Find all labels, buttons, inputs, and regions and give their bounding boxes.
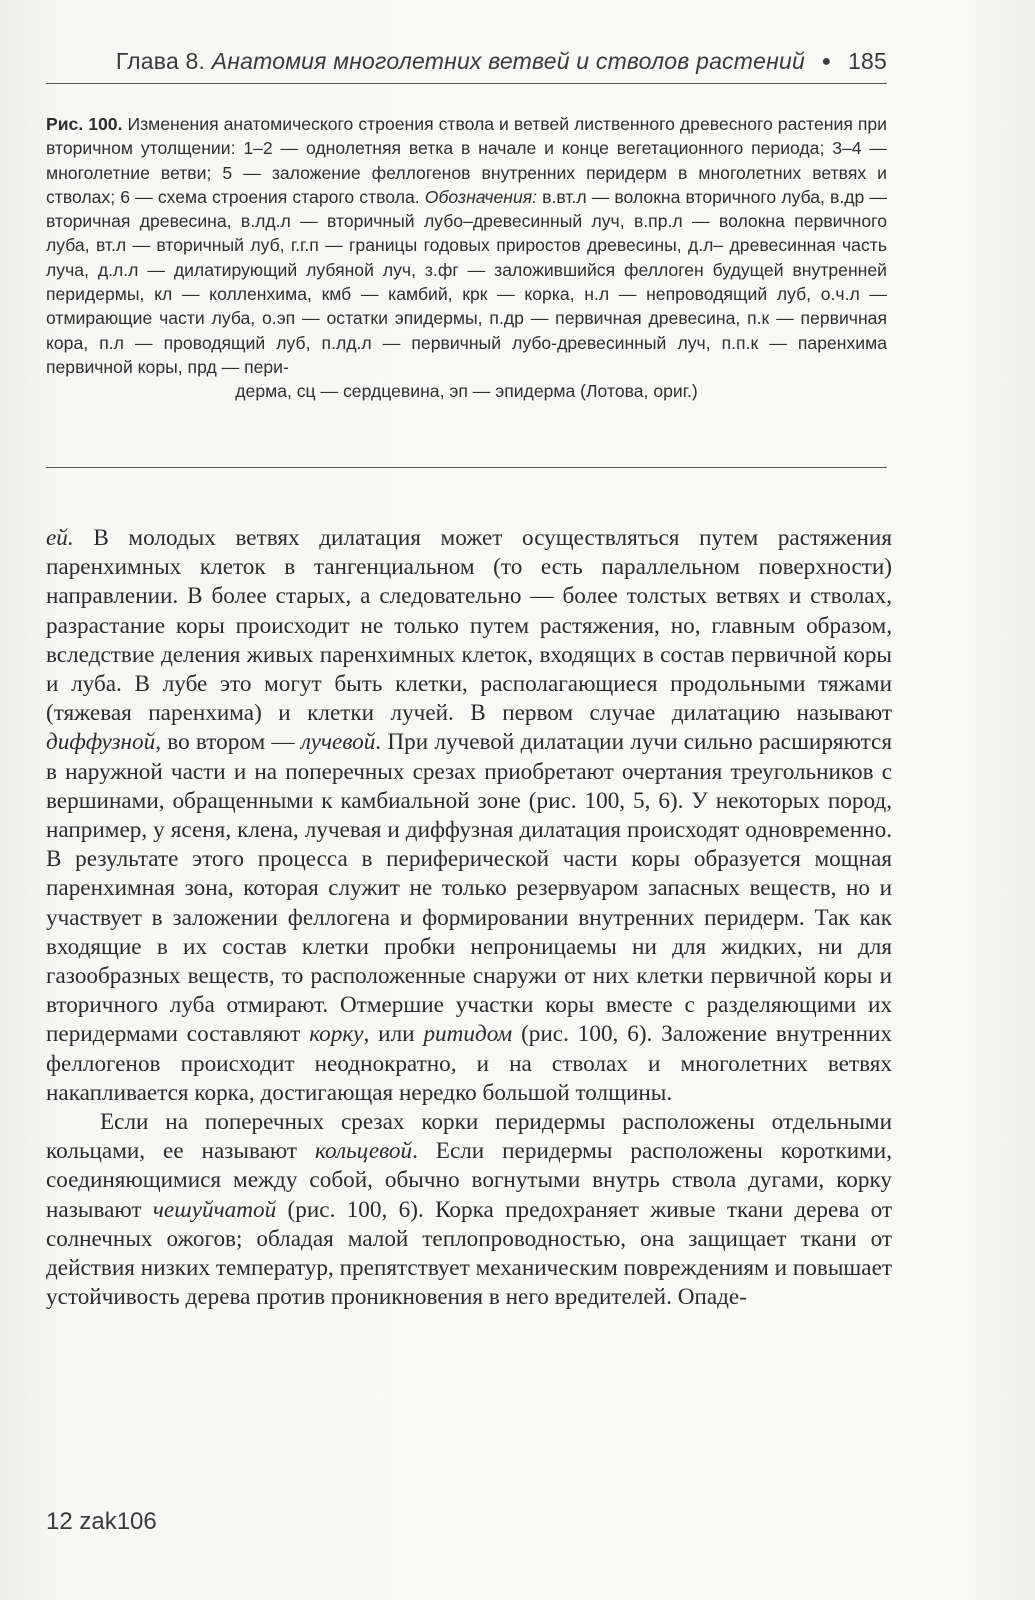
italic-term: диффузной [46, 729, 156, 756]
italic-term: чешуйчатой [152, 1196, 277, 1223]
chapter-label: Глава 8. [115, 48, 206, 74]
signature-mark: 12 zak106 [46, 1508, 157, 1535]
italic-term: ей. [46, 525, 74, 551]
text-run: (рис. 100, 6). Корка предохраняет живые ткани дерева от солнечных ожогов; обладая малой теплопроводностью, она защищает ткани от действия низких температур, препятствует механическим повреждениям и повышает устойчивость дерева против проникновения в него вредителей. Опаде- [46, 1196, 892, 1311]
italic-term: корку [309, 1021, 364, 1048]
bullet-icon: ● [821, 53, 832, 70]
text-run: В молодых ветвях дилатация может осуществляться путем растяжения паренхимных клеток в тангенциальном (то есть параллельном поверхности) направлении. В более старых, а следовательно — более толстых ветвях и стволах, разрастание коры происходит не только путем растяжения, но, главным образом, вследствие деления живых паренхимных клеток, входящих в состав первичной коры и луба. В лубе это могут быть клетки, располагающиеся продольными тяжами (тяжевая паренхима) и клетки лучей. В первом случае дилатацию называют [46, 525, 892, 727]
figure-label: Рис. 100. [46, 114, 123, 134]
header-rule [46, 83, 887, 84]
paragraph [46, 524, 892, 1108]
text-run: . Если перидермы расположены короткими, соединяющимися между собой, обычно вогнутыми внутрь ствола дугами, корку называют [46, 1138, 892, 1223]
legend-label: Обозначения: [424, 186, 538, 207]
legend-text: в.вт.л — волокна вторичного луба, в.др — вторичная древесина, в.лд.л — вторичный лубо–древесинный луч, в.пр.л — волокна первичного луба, вт.л — вторичный луб, г.г.п — границы годовых приростов древесины, д.л– древесинная часть луча, д.л.л — дилатирующий лубяной луч, з.фг — заложившийся феллоген будущей внутренней перидермы, кл — колленхима, кмб — камбий, крк — корка, н.л — непроводящий луб, о.ч.л — отмирающие части луба, о.эп — остатки эпидермы, п.др — первичная древесина, п.к — первичная кора, п.л — проводящий луб, п.лд.л — первичный лубо-древесинный луч, п.п.к — паренхима первичной коры, прд — пери- [46, 186, 888, 377]
figure-description: Изменения анатомического строения ствола и ветвей лиственного древесного растения при вторичном утолщении: 1–2 — однолетняя ветка в начале и конце вегетационного периода; 3–4 — многолетние ветви; 5 — заложение феллогенов внутренних перидерм в многолетних ветвях и стволах; 6 — схема строения старого ствола. [46, 114, 888, 207]
chapter-title: Анатомия многолетних ветвей и стволов растений [211, 48, 805, 74]
text-run: (рис. 100, 6). Заложение внутренних феллогенов происходит неоднократно, и на стволах и многолетних ветвях накапливается корка, достигающая нередко большой толщины. [46, 1021, 892, 1106]
body-text [46, 524, 892, 1312]
text-run: Если на поперечных срезах корки перидермы расположены отдельными кольцами, ее называют [46, 1109, 892, 1165]
italic-term: лучевой [300, 729, 376, 756]
figure-caption [46, 112, 887, 404]
text-run: , во втором — [155, 729, 301, 756]
text-run: . При лучевой дилатации лучи сильно расширяются в наружной части и на поперечных срезах приобретают очертания треугольников с вершинами, обращенными к камбиальной зоне (рис. 100, 5, 6). У некоторых пород, например, у ясеня, клена, лучевая и диффузная дилатация происходят одновременно. В результате этого процесса в периферической части коры образуется мощная паренхимная зона, которая служит не только резервуаром запасных веществ, но и участвует в заложении феллогена и формировании внутренних перидерм. Так как входящие в их состав клетки пробки непроницаемы ни для жидких, ни для газообразных веществ, то расположенные снаружи от них клетки первичной коры и вторичного луба отмирают. Отмершие участки коры вместе с разделяющими их перидермами составляют [46, 729, 892, 1048]
italic-term: кольцевой [315, 1138, 413, 1165]
page-number: 185 [848, 48, 887, 74]
italic-term: ритидом [423, 1021, 513, 1048]
caption-rule [46, 467, 887, 468]
caption-last-line: дерма, сц — сердцевина, эп — эпидерма (Лотова, ориг.) [235, 381, 698, 402]
running-header [46, 48, 887, 75]
text-run: , или [363, 1021, 424, 1048]
paragraph [46, 1108, 892, 1312]
